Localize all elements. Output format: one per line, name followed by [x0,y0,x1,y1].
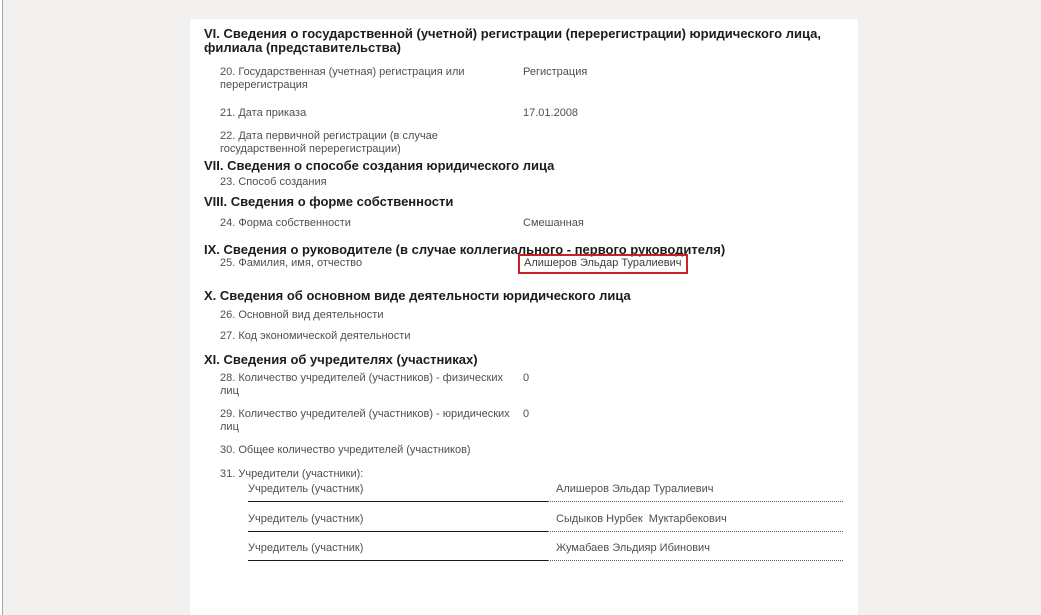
field-label: 30. Общее количество учредителей (участников) [220,444,471,456]
divider-solid-segment [248,560,548,562]
field-label: 31. Учредители (участники): [220,468,364,480]
divider-solid-segment [248,501,548,503]
divider-dotted-segment [548,531,843,533]
field-row-21 [204,107,849,120]
field-row-29 [204,408,849,434]
field-value: Регистрация [523,66,588,78]
field-value: 17.01.2008 [523,107,579,119]
field-row-28 [204,372,849,398]
field-row-20 [204,66,849,92]
founder-label: Учредитель (участник) [248,542,364,554]
divider-dotted-segment [548,560,843,562]
field-label: 26. Основной вид деятельности [220,309,384,321]
field-value: Смешанная [523,217,584,229]
field-row-31 [204,468,849,481]
field-row-27 [204,330,849,343]
founder-name: Алишеров Эльдар Туралиевич [556,483,714,495]
row-divider [248,501,843,503]
field-label: 25. Фамилия, имя, отчество [220,257,363,269]
founder-label: Учредитель (участник) [248,483,364,495]
window-left-border [2,0,3,615]
field-value: 0 [523,372,530,384]
section-title-ix: IX. Сведения о руководителе (в случае коллегиального - первого руководителя) [204,242,726,257]
row-divider [248,531,843,533]
field-label: 24. Форма собственности [220,217,351,229]
section-title-xi: XI. Сведения об учредителях (участниках) [204,352,478,367]
founder-row [204,513,849,526]
highlight-box[interactable] [518,254,688,274]
document-page [190,19,858,615]
director-name-value: Алишеров Эльдар Туралиевич [524,257,682,269]
founder-name: Жумабаев Эльдияр Ибинович [556,542,710,554]
row-divider [248,560,843,562]
founder-row [204,483,849,496]
field-row-25 [204,257,849,270]
field-row-30 [204,444,849,457]
field-label: 20. Государственная (учетная) регистрация или перерегистрация [220,66,465,91]
section-title-vii: VII. Сведения о способе создания юридического лица [204,158,555,173]
divider-dotted-segment [548,501,843,503]
document-content [190,19,858,562]
field-row-22 [204,130,849,156]
field-value: 0 [523,408,530,420]
field-label: 29. Количество учредителей (участников) - юридических лиц [220,408,510,433]
founder-label: Учредитель (участник) [248,513,364,525]
field-label: 21. Дата приказа [220,107,307,119]
section-title-x: X. Сведения об основном виде деятельности юридического лица [204,288,631,303]
founder-name: Сыдыков Нурбек Муктарбекович [556,513,727,525]
field-row-23 [204,176,849,189]
field-row-24 [204,217,849,230]
divider-solid-segment [248,531,548,533]
section-title-viii: VIII. Сведения о форме собственности [204,194,454,209]
field-label: 27. Код экономической деятельности [220,330,411,342]
founder-row [204,542,849,555]
field-label: 28. Количество учредителей (участников) - физических лиц [220,372,503,397]
field-label: 22. Дата первичной регистрации (в случае государственной перерегистрации) [220,130,438,155]
field-row-26 [204,309,849,322]
section-title-vi: VI. Сведения о государственной (учетной) регистрации (перерегистрации) юридического лица, филиала (представительства) [204,26,821,55]
field-label: 23. Способ создания [220,176,327,188]
